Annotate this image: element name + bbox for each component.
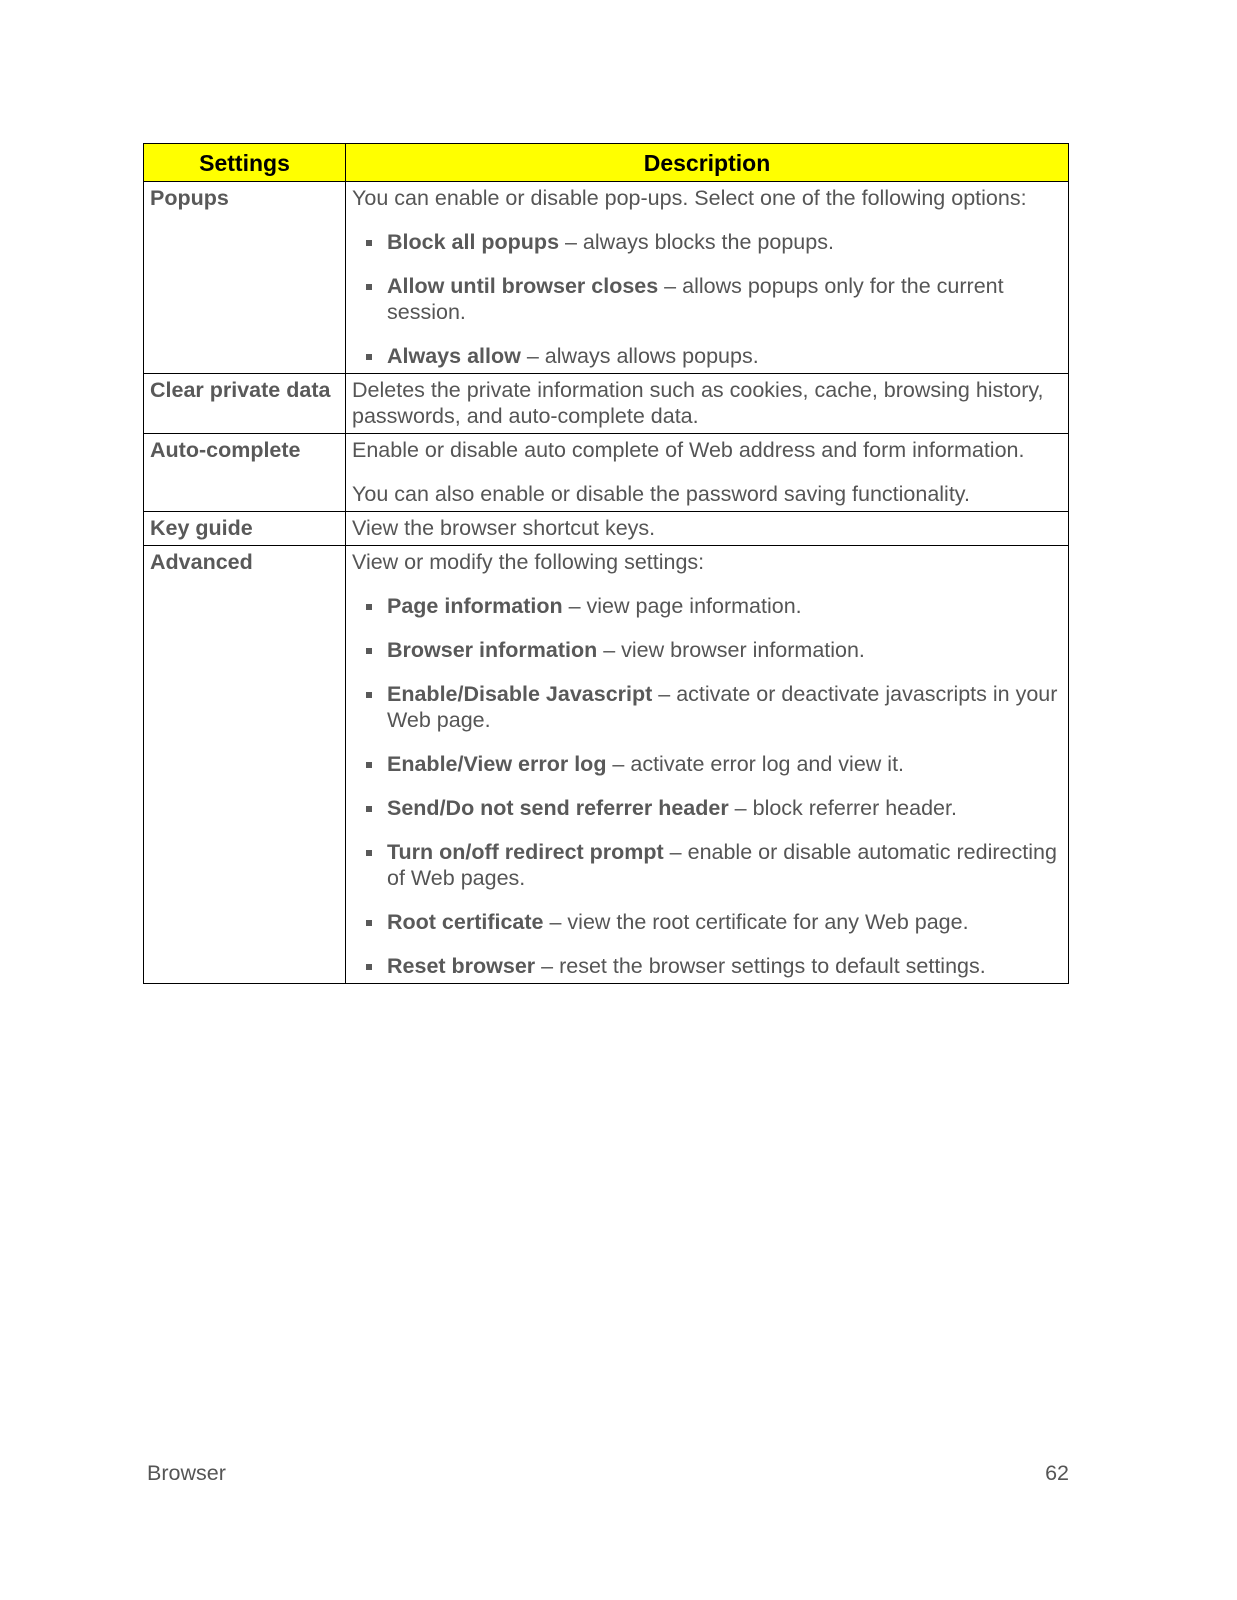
setting-description <box>346 434 1069 512</box>
option-desc: – activate or deactivate javascripts in your Web page. <box>387 682 1058 732</box>
option-term: Turn on/off redirect prompt <box>387 840 664 864</box>
description-text: View the browser shortcut keys. <box>352 516 656 540</box>
setting-description <box>346 182 1069 374</box>
setting-name: Clear private data <box>144 374 346 434</box>
option-list <box>352 229 1062 369</box>
option-term: Reset browser <box>387 954 536 978</box>
square-bullet-icon <box>366 762 372 768</box>
page-number: 62 <box>1045 1461 1069 1485</box>
list-item <box>352 229 1062 255</box>
option-desc: – allows popups only for the current session. <box>387 274 1004 324</box>
table-row-popups <box>144 182 1069 374</box>
option-term: Allow until browser closes <box>387 274 659 298</box>
option-desc: – always blocks the popups. <box>559 230 834 254</box>
list-item <box>352 795 1062 821</box>
table-row-advanced <box>144 546 1069 984</box>
option-term: Browser information <box>387 638 598 662</box>
square-bullet-icon <box>366 692 372 698</box>
option-term: Enable/Disable Javascript <box>387 682 653 706</box>
description-text: You can also enable or disable the password saving functionality. <box>352 482 970 506</box>
description-intro: You can enable or disable pop-ups. Select one of the following options: <box>352 186 1027 210</box>
option-desc: – reset the browser settings to default settings. <box>535 954 986 978</box>
list-item <box>352 681 1062 733</box>
list-item <box>352 273 1062 325</box>
description-text: Deletes the private information such as cookies, cache, browsing history, passwords, and auto-complete data. <box>352 378 1044 428</box>
table-row-auto-complete <box>144 434 1069 512</box>
option-term: Page information <box>387 594 563 618</box>
option-desc: – view page information. <box>562 594 802 618</box>
square-bullet-icon <box>366 806 372 812</box>
setting-name: Popups <box>144 182 346 374</box>
option-desc: – view the root certificate for any Web page. <box>543 910 969 934</box>
list-item <box>352 593 1062 619</box>
setting-name: Advanced <box>144 546 346 984</box>
header-settings: Settings <box>144 144 346 182</box>
footer-section-name: Browser <box>147 1461 226 1485</box>
description-text: Enable or disable auto complete of Web address and form information. <box>352 438 1025 462</box>
option-term: Always allow <box>387 344 521 368</box>
table-row-key-guide <box>144 512 1069 546</box>
option-list <box>352 593 1062 979</box>
list-item <box>352 343 1062 369</box>
square-bullet-icon <box>366 920 372 926</box>
list-item <box>352 839 1062 891</box>
square-bullet-icon <box>366 850 372 856</box>
setting-name: Key guide <box>144 512 346 546</box>
square-bullet-icon <box>366 240 372 246</box>
square-bullet-icon <box>366 604 372 610</box>
settings-table <box>143 143 1069 984</box>
description-intro: View or modify the following settings: <box>352 550 705 574</box>
square-bullet-icon <box>366 648 372 654</box>
table-header-row <box>144 144 1069 182</box>
option-term: Enable/View error log <box>387 752 607 776</box>
list-item <box>352 953 1062 979</box>
option-desc: – block referrer header. <box>728 796 957 820</box>
list-item <box>352 909 1062 935</box>
square-bullet-icon <box>366 354 372 360</box>
table-row-clear-private-data <box>144 374 1069 434</box>
setting-name: Auto-complete <box>144 434 346 512</box>
setting-description <box>346 546 1069 984</box>
option-desc: – activate error log and view it. <box>606 752 905 776</box>
setting-description <box>346 512 1069 546</box>
setting-description <box>346 374 1069 434</box>
square-bullet-icon <box>366 964 372 970</box>
option-term: Send/Do not send referrer header <box>387 796 729 820</box>
option-desc: – view browser information. <box>597 638 865 662</box>
list-item <box>352 751 1062 777</box>
list-item <box>352 637 1062 663</box>
square-bullet-icon <box>366 284 372 290</box>
option-term: Block all popups <box>387 230 560 254</box>
option-term: Root certificate <box>387 910 544 934</box>
option-desc: – enable or disable automatic redirecting of Web pages. <box>387 840 1057 890</box>
header-description: Description <box>346 144 1069 182</box>
option-desc: – always allows popups. <box>520 344 759 368</box>
